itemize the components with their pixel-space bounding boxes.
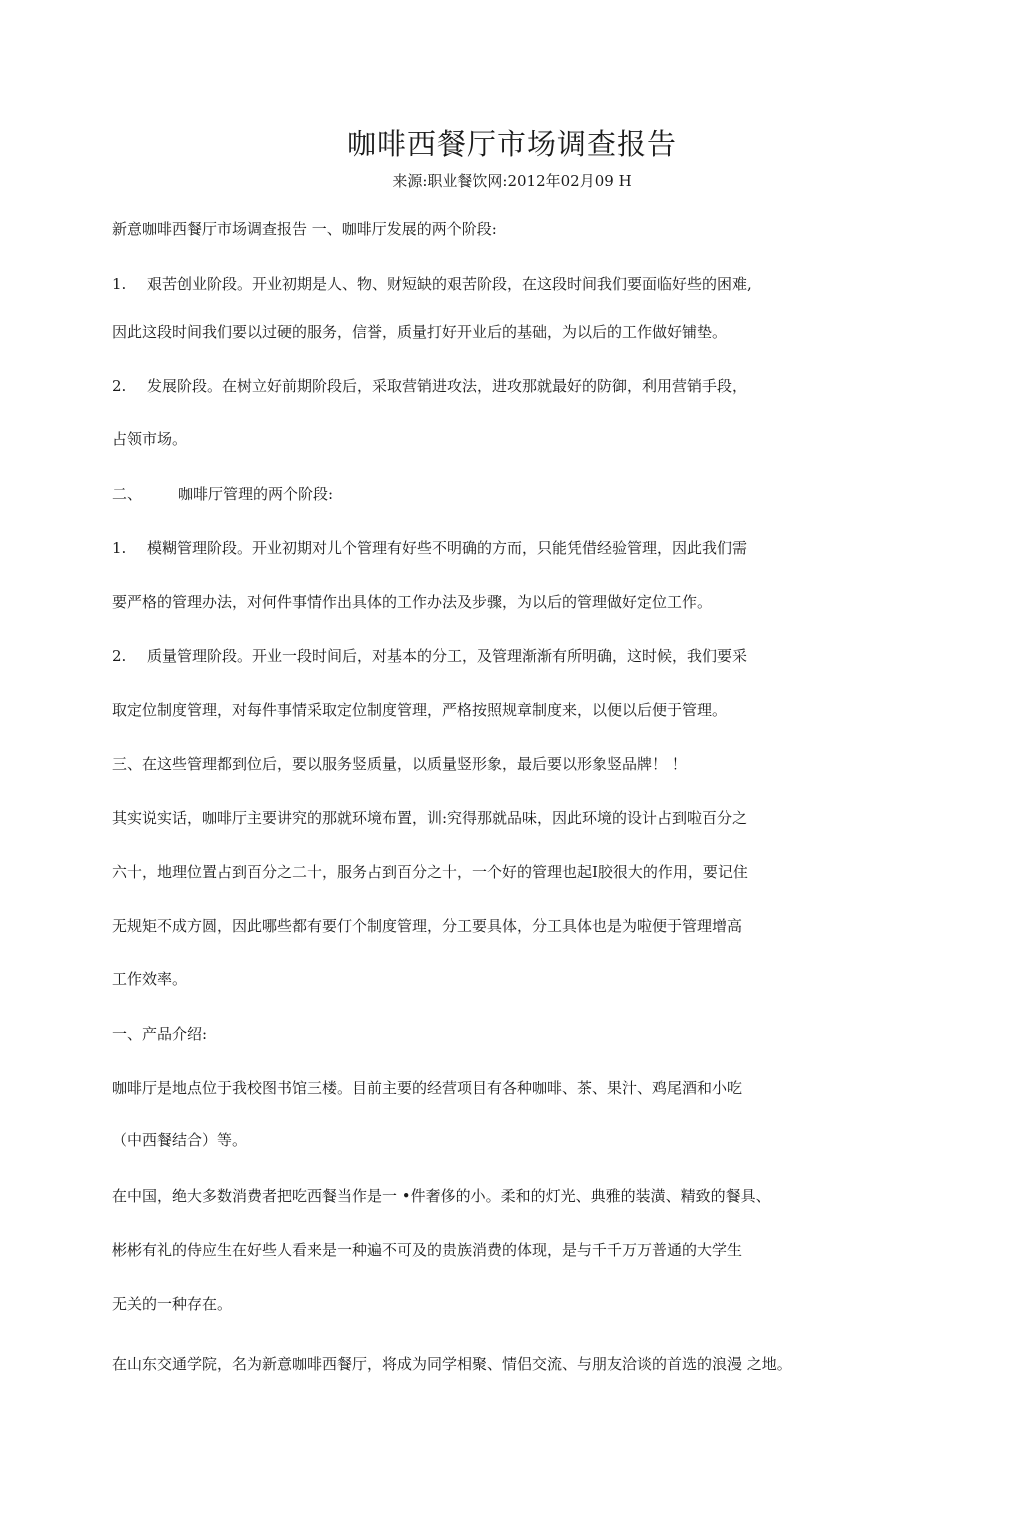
paragraph-line: 在山东交通学院，名为新意咖啡西餐厅，将成为同学相聚、情侣交流、与朋友洽谈的首选的浪漫 之地。: [112, 1355, 792, 1373]
section-number: 二、: [112, 485, 143, 503]
list-item: [112, 272, 752, 296]
paragraph-line: 三、在这些管理都到位后，要以服务竖质量，以质量竖形象，最后要以形象竖品牌！ ！: [112, 755, 687, 773]
list-item-number: 2.: [112, 377, 127, 395]
list-item: [112, 374, 747, 398]
paragraph-line: 因此这段时间我们要以过硬的服务，信誉，质量打好开业后的基础，为以后的工作做好铺垫。: [112, 323, 728, 341]
list-item-text: 质量管理阶段。开业一段时间后，对基本的分工，及管理渐渐有所明确，这时候，我们要采: [147, 647, 748, 665]
paragraph-line: 其实说实话，咖啡厅主要讲究的那就环境布置，训:究得那就品味，因此环境的设计占到啦百分之: [112, 809, 748, 827]
paragraph-line: 新意咖啡西餐厅市场调查报告 一、咖啡厅发展的两个阶段:: [112, 220, 497, 238]
paragraph-line: 要严格的管理办法，对何件事情作出具体的工作办法及步骤，为以后的管理做好定位工作。: [112, 593, 713, 611]
document-source: 来源:职业餐饮网:2012年02月09 H: [392, 172, 632, 190]
document-title: 咖啡西餐厅市场调查报告: [346, 127, 677, 161]
paragraph-line: 在中国，绝大多数消费者把吃西餐当作是一 •件奢侈的小。柔和的灯光、典雅的装潢、精致的餐具、: [112, 1187, 771, 1205]
paragraph-line: 工作效率。: [112, 970, 188, 988]
section-heading-text: 咖啡厅管理的两个阶段:: [178, 485, 334, 503]
list-item-number: 1.: [112, 539, 127, 557]
list-item: [112, 536, 747, 560]
paragraph-line: （中西餐结合）等。: [112, 1131, 248, 1149]
list-item: [112, 644, 747, 668]
list-item-text: 模糊管理阶段。开业初期对儿个管理有好些不明确的方而，只能凭借经验管理，因此我们需: [147, 539, 748, 557]
paragraph-line: 六十，地理位置占到百分之二十，服务占到百分之十，一个好的管理也起I胶很大的作用，要记住: [112, 863, 748, 881]
paragraph-line: 占领市场。: [112, 430, 188, 448]
paragraph-line: 彬彬有礼的侍应生在好些人看来是一种遍不可及的贵族消费的体现，是与千千万万普通的大学生: [112, 1241, 743, 1259]
list-item-text: 艰苦创业阶段。开业初期是人、物、财短缺的艰苦阶段，在这段时间我们要面临好些的困难,: [147, 275, 752, 293]
paragraph-line: 取定位制度管理，对每件事情采取定位制度管理，严格按照规章制度来，以便以后便于管理。: [112, 701, 728, 719]
paragraph-line: 无规矩不成方圆，因此哪些都有要仃个制度管理，分工要具体，分工具体也是为啦便于管理增高: [112, 917, 743, 935]
list-item-text: 发展阶段。在树立好前期阶段后，采取营销进攻法，进攻那就最好的防御，利用营销手段，: [147, 377, 748, 395]
list-item-number: 1.: [112, 275, 127, 293]
paragraph-line: 无关的一种存在。: [112, 1295, 233, 1313]
paragraph-line: 咖啡厅是地点位于我校图书馆三楼。目前主要的经营项目有各种咖啡、茶、果汁、鸡尾酒和小吃: [112, 1079, 743, 1097]
section-heading: [112, 482, 333, 506]
section-heading: 一、产品介绍:: [112, 1025, 208, 1043]
list-item-number: 2.: [112, 647, 127, 665]
